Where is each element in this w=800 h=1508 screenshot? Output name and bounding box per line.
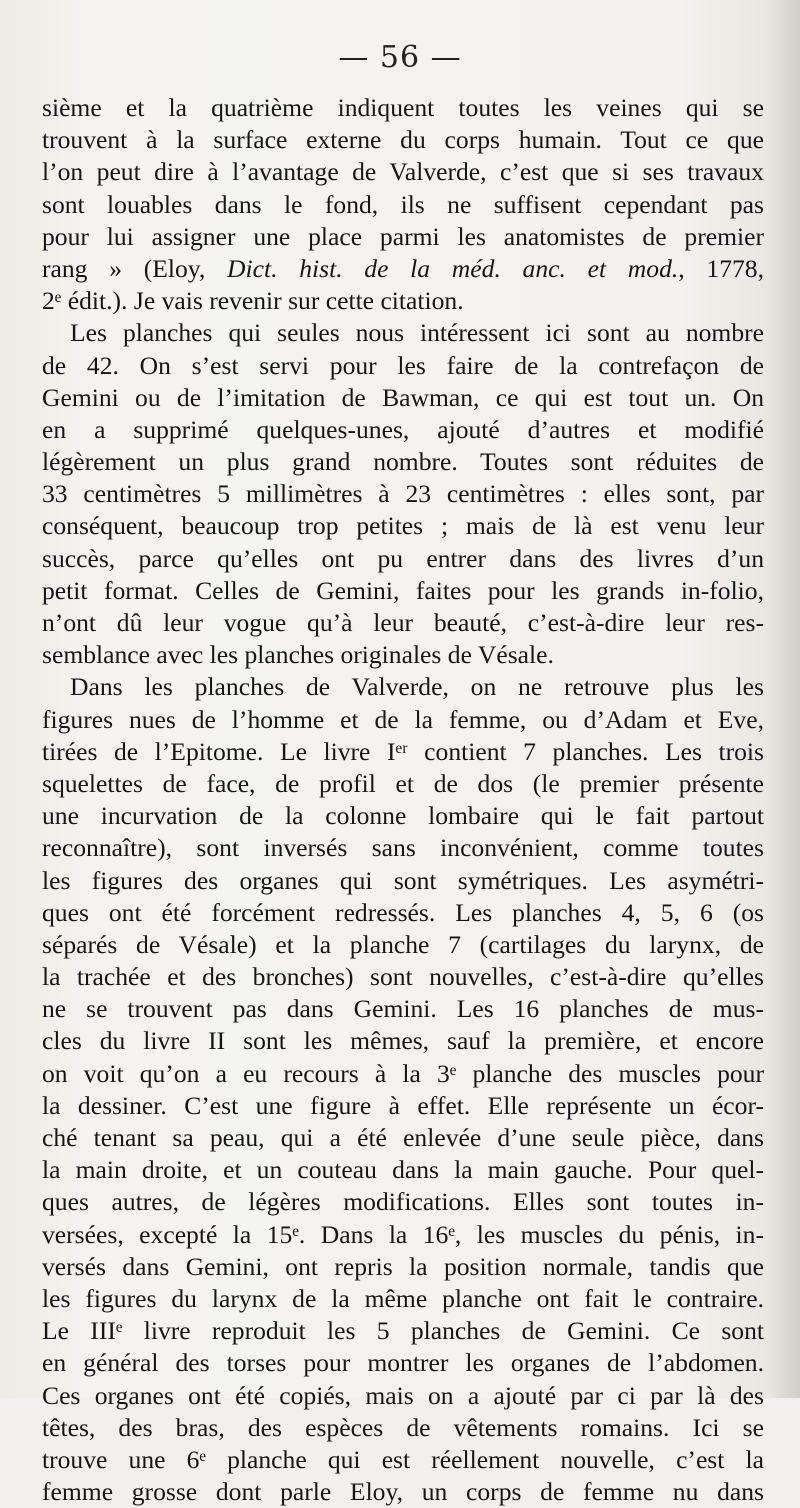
text-line-content: la dessiner. C’est une figure à effet. Elle représente un écor- [42, 1090, 764, 1120]
text-line [42, 1476, 764, 1508]
text-line-content: pour lui assigner une place parmi les anatomistes de premier [42, 221, 764, 251]
text-line-content: les figures du larynx de la même planche ont fait le contraire. [42, 1283, 764, 1313]
text-line [42, 639, 764, 671]
text-line [42, 478, 764, 510]
text-line-content: sont louables dans le fond, ils ne suffisent cependant pas [42, 189, 764, 219]
text-line [42, 446, 764, 478]
text-line [42, 1380, 764, 1412]
page-number: — 56 — [338, 40, 462, 75]
text-line-content: séparés de Vésale) et la planche 7 (cartilages du larynx, de [42, 929, 764, 959]
text-line [42, 156, 764, 188]
text-line [42, 1154, 764, 1186]
text-line [42, 414, 764, 446]
text-line [42, 1090, 764, 1122]
text-line [42, 124, 764, 156]
text-line [42, 993, 764, 1025]
text-line [42, 1315, 764, 1347]
body-text [42, 92, 764, 1508]
text-line-content: reconnaître), sont inversés sans inconvénient, comme toutes [42, 833, 764, 863]
text-line [42, 575, 764, 607]
text-line [42, 285, 764, 317]
text-line [42, 92, 764, 124]
text-line-content: succès, parce qu’elles ont pu entrer dans des livres d’un [42, 543, 764, 573]
text-line-content: les figures des organes qui sont symétriques. Les asymétri- [42, 865, 764, 895]
text-line [42, 929, 764, 961]
text-line [42, 1412, 764, 1444]
text-line-content: Dans les planches de Valverde, on ne retrouve plus les [70, 672, 764, 702]
text-line-content: versés dans Gemini, ont repris la position normale, tandis que [42, 1251, 764, 1281]
page-edge-shadow [768, 0, 800, 1398]
text-line-content: figures nues de l’homme et de la femme, ou d’Adam et Eve, [42, 704, 764, 734]
text-line-content: semblance avec les planches originales de Vésale. [42, 640, 554, 670]
text-line-content: têtes, des bras, des espèces de vêtements romains. Ici se [42, 1412, 764, 1442]
text-line [42, 1058, 764, 1090]
text-line [42, 543, 764, 575]
text-line-content: de 42. On s’est servi pour les faire de la contrefaçon de [42, 350, 764, 380]
text-line-content: n’ont dû leur vogue qu’à leur beauté, c’est-à-dire leur res- [42, 608, 764, 637]
text-line [42, 1122, 764, 1154]
text-line-content: ques ont été forcément redressés. Les planches 4, 5, 6 (os [42, 897, 764, 927]
text-line-content: en général des torses pour montrer les organes de l’abdomen. [42, 1348, 764, 1378]
text-line-content: trouvent à la surface externe du corps humain. Tout ce que [42, 125, 764, 155]
text-line-content: ne se trouvent pas dans Gemini. Les 16 planches de mus- [42, 994, 764, 1024]
text-line [42, 800, 764, 832]
text-line-content: ques autres, de légères modifications. Elles sont toutes in- [42, 1187, 764, 1217]
text-line [42, 704, 764, 736]
text-line [42, 221, 764, 253]
text-line [42, 865, 764, 897]
text-line-content: trouve une 6ᵉ planche qui est réellement nouvelle, c’est la [42, 1444, 764, 1474]
text-line-content: sième et la quatrième indiquent toutes les veines qui se [42, 93, 764, 122]
text-line-content: petit format. Celles de Gemini, faites pour les grands in-folio, [42, 575, 764, 605]
text-line [42, 1186, 764, 1218]
text-line [42, 1025, 764, 1057]
text-line-content: ché tenant sa peau, qui a été enlevée d’une seule pièce, dans [42, 1123, 764, 1152]
text-line-content: la main droite, et un couteau dans la main gauche. Pour quel- [42, 1155, 764, 1185]
text-line-content: Ces organes ont été copiés, mais on a ajouté par ci par là des [42, 1380, 764, 1410]
text-line-content: cles du livre II sont les mêmes, sauf la première, et encore [42, 1026, 764, 1056]
text-line-content: Gemini ou de l’imitation de Bawman, ce qui est tout un. On [42, 382, 764, 412]
text-line [42, 607, 764, 639]
text-line-content: en a supprimé quelques-unes, ajouté d’autres et modifié [42, 414, 764, 444]
text-line-content: une incurvation de la colonne lombaire qui le fait partout [42, 801, 764, 831]
text-line-content: 33 centimètres 5 millimètres à 23 centimètres : elles sont, par [42, 479, 764, 509]
text-line [42, 1219, 764, 1251]
text-line-content: squelettes de face, de profil et de dos (le premier présente [42, 768, 764, 798]
text-line [42, 961, 764, 993]
text-line [42, 671, 764, 703]
text-line [42, 1444, 764, 1476]
text-line-segment: rang » (Eloy, [42, 253, 228, 283]
text-line-content: on voit qu’on a eu recours à la 3ᵉ planche des muscles pour [42, 1058, 764, 1088]
text-line-content: Le IIIᵉ livre reproduit les 5 planches de Gemini. Ce sont [42, 1316, 764, 1346]
text-line-segment: , 1778, [678, 253, 764, 283]
text-line-content: tirées de l’Epitome. Le livre Iᵉʳ contient 7 planches. Les trois [42, 736, 764, 766]
text-line-content: Les planches qui seules nous intéressent ici sont au nombre [70, 318, 764, 348]
text-line-content: 2ᵉ édit.). Je vais revenir sur cette citation. [42, 286, 464, 316]
text-line [42, 897, 764, 929]
text-line-content: légèrement un plus grand nombre. Toutes sont réduites de [42, 447, 764, 477]
text-line [42, 189, 764, 221]
text-line-content: femme grosse dont parle Eloy, un corps de femme nu dans [42, 1477, 764, 1507]
text-line [42, 736, 764, 768]
text-line [42, 1251, 764, 1283]
text-line-content: l’on peut dire à l’avantage de Valverde, c’est que si ses travaux [42, 157, 764, 187]
text-line [42, 768, 764, 800]
text-line [42, 1283, 764, 1315]
text-line [42, 510, 764, 542]
text-line [42, 1347, 764, 1379]
text-line [42, 317, 764, 349]
text-line [42, 253, 764, 285]
text-line [42, 832, 764, 864]
italic-citation: Dict. hist. de la méd. anc. et mod. [227, 253, 679, 283]
text-line [42, 382, 764, 414]
text-line-content: conséquent, beaucoup trop petites ; mais de là est venu leur [42, 511, 764, 541]
text-line-content: versées, excepté la 15ᵉ. Dans la 16ᵉ, les muscles du pénis, in- [42, 1219, 764, 1249]
text-line [42, 350, 764, 382]
text-line-content: la trachée et des bronches) sont nouvelles, c’est-à-dire qu’elles [42, 962, 764, 992]
